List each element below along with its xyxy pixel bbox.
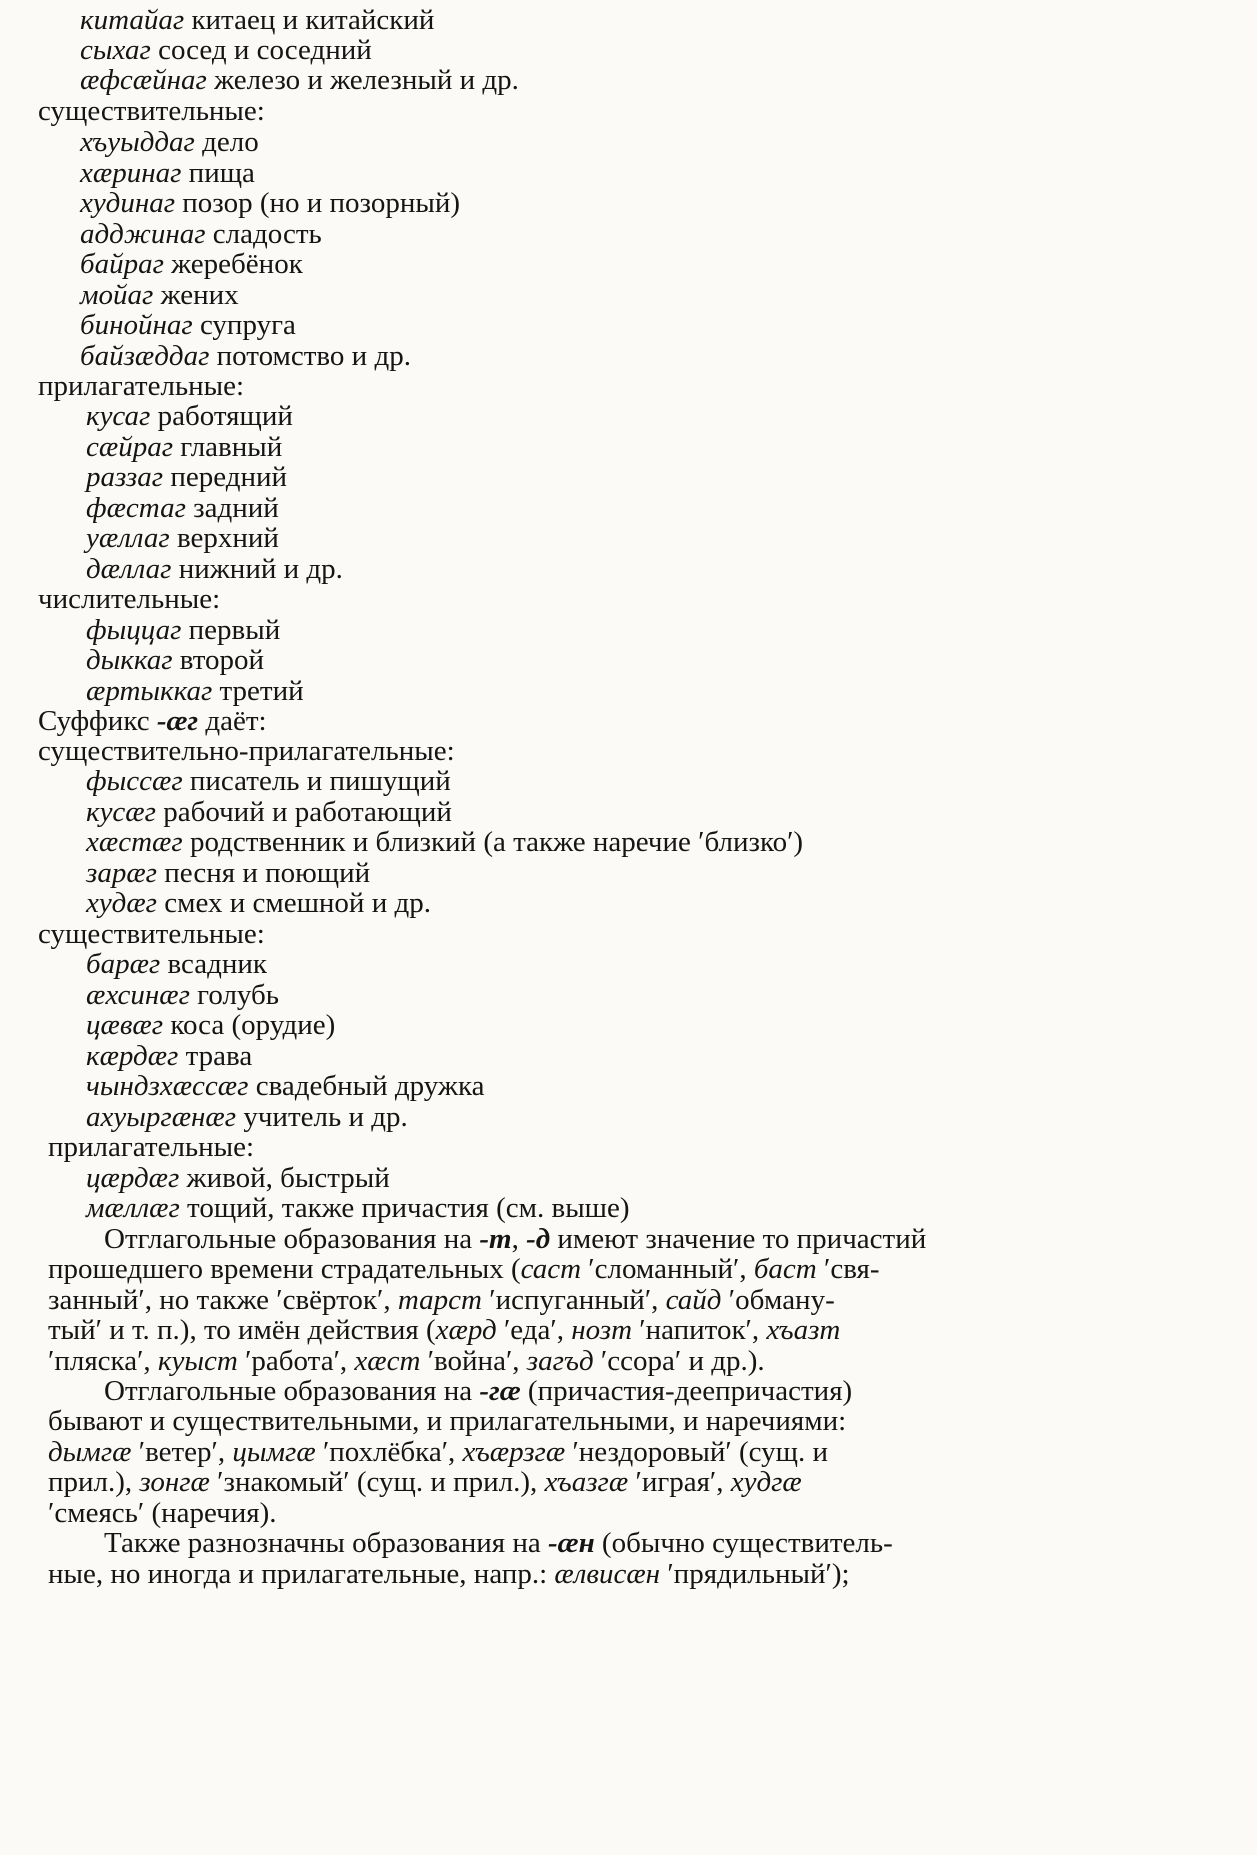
gloss: работящий bbox=[150, 400, 293, 432]
gloss: китаец и китайский bbox=[184, 4, 435, 36]
ossetian-word: сыхаг bbox=[80, 34, 151, 66]
category-heading: числительные: bbox=[38, 583, 221, 615]
ossetian-word: мæллæг bbox=[86, 1192, 180, 1224]
gloss: супруга bbox=[192, 309, 296, 341]
ossetian-word: нозт bbox=[571, 1314, 633, 1346]
text: (причастия-деепричастия) bbox=[520, 1375, 853, 1407]
gloss: верхний bbox=[169, 522, 279, 554]
ossetian-word: фæстаг bbox=[86, 492, 186, 524]
gloss: позор (но и позорный) bbox=[175, 187, 461, 219]
ossetian-word: хæринаг bbox=[80, 157, 182, 189]
text: Отглагольные образования на bbox=[104, 1223, 480, 1255]
text: ′ветер′, bbox=[131, 1436, 233, 1468]
gloss: дело bbox=[194, 126, 259, 158]
ossetian-word: байраг bbox=[80, 248, 164, 280]
text: ′сломанный′, bbox=[581, 1253, 754, 1285]
suffix: -æн bbox=[547, 1527, 595, 1559]
text: ′работа′, bbox=[237, 1345, 355, 1377]
ossetian-word: фыццаг bbox=[86, 614, 182, 646]
ossetian-word: хæрд bbox=[435, 1314, 497, 1346]
gloss: главный bbox=[173, 431, 283, 463]
ossetian-word: мойаг bbox=[80, 279, 154, 311]
text: ′обману- bbox=[721, 1284, 835, 1316]
ossetian-word: уæллаг bbox=[86, 522, 170, 554]
paragraph-line bbox=[48, 1556, 850, 1592]
gloss: писатель и пишущий bbox=[182, 765, 451, 797]
category-heading: прилагательные: bbox=[48, 1131, 255, 1163]
gloss: рабочий и работающий bbox=[155, 796, 452, 828]
gloss: смех и смешной и др. bbox=[157, 887, 431, 919]
ossetian-word: байзæддаг bbox=[80, 340, 210, 372]
gloss: трава bbox=[178, 1040, 253, 1072]
ossetian-word: æртыккаг bbox=[86, 675, 213, 707]
text: занный′, но также ′свёрток′, bbox=[48, 1284, 398, 1316]
gloss: второй bbox=[172, 644, 265, 676]
ossetian-word: китайаг bbox=[80, 4, 185, 36]
ossetian-word: барæг bbox=[86, 948, 161, 980]
suffix: -д bbox=[526, 1223, 551, 1255]
ossetian-word: загъд bbox=[526, 1345, 594, 1377]
ossetian-word: баст bbox=[753, 1253, 817, 1285]
ossetian-word: цымгæ bbox=[232, 1436, 316, 1468]
ossetian-word: æлвисæн bbox=[554, 1558, 661, 1590]
gloss: песня и поющий bbox=[156, 857, 371, 889]
category-heading: прилагательные: bbox=[38, 370, 245, 402]
gloss: жених bbox=[153, 279, 239, 311]
ossetian-word: худæг bbox=[86, 887, 157, 919]
text: ′еда′, bbox=[496, 1314, 572, 1346]
ossetian-word: худинаг bbox=[80, 187, 176, 219]
text: имеют значение то причастий bbox=[550, 1223, 927, 1255]
gloss: пища bbox=[181, 157, 255, 189]
text: прошедшего времени страдательных ( bbox=[48, 1253, 521, 1285]
ossetian-word: сайд bbox=[665, 1284, 722, 1316]
ossetian-word: цæрдæг bbox=[86, 1162, 180, 1194]
text: ′пляска′, bbox=[48, 1345, 158, 1377]
category-heading: существительные: bbox=[38, 918, 265, 950]
text: ные, но иногда и прилагательные, напр.: bbox=[48, 1558, 555, 1590]
gloss: родственник и близкий (а также наречие ′близко′) bbox=[182, 826, 804, 858]
ossetian-word: саст bbox=[520, 1253, 582, 1285]
text: тый′ и т. п.), то имён действия ( bbox=[48, 1314, 436, 1346]
text: , bbox=[511, 1223, 527, 1255]
ossetian-word: дæллаг bbox=[86, 553, 172, 585]
gloss: голубь bbox=[189, 979, 280, 1011]
ossetian-word: адджинаг bbox=[80, 218, 206, 250]
ossetian-word: зонгæ bbox=[139, 1466, 210, 1498]
ossetian-word: дыккаг bbox=[86, 644, 173, 676]
text: ′испуганный′, bbox=[482, 1284, 666, 1316]
ossetian-word: хъазгæ bbox=[544, 1466, 629, 1498]
ossetian-word: хъазт bbox=[766, 1314, 841, 1346]
gloss: железо и железный и др. bbox=[206, 64, 519, 96]
text: ′нездоровый′ (сущ. и bbox=[565, 1436, 828, 1468]
heading-text: даёт: bbox=[198, 705, 267, 737]
gloss: всадник bbox=[160, 948, 268, 980]
gloss: живой, быстрый bbox=[179, 1162, 390, 1194]
ossetian-word: дымгæ bbox=[48, 1436, 132, 1468]
ossetian-word: тарст bbox=[397, 1284, 482, 1316]
text: (обычно существитель- bbox=[594, 1527, 893, 1559]
ossetian-word: худгæ bbox=[730, 1466, 802, 1498]
ossetian-word: зарæг bbox=[86, 857, 157, 889]
heading-text: Суффикс bbox=[38, 705, 157, 737]
gloss: свадебный дружка bbox=[248, 1070, 485, 1102]
suffix: -æг bbox=[156, 705, 199, 737]
ossetian-word: сæйраг bbox=[86, 431, 174, 463]
ossetian-word: кусæг bbox=[86, 796, 156, 828]
text: Также разнозначны образования на bbox=[104, 1527, 548, 1559]
gloss: тощий, также причастия (см. выше) bbox=[179, 1192, 630, 1224]
gloss: нижний и др. bbox=[171, 553, 343, 585]
ossetian-word: чындзхæссæг bbox=[86, 1070, 249, 1102]
ossetian-word: хæстæг bbox=[86, 826, 183, 858]
ossetian-word: бинойнаг bbox=[80, 309, 193, 341]
text: прил.), bbox=[48, 1466, 140, 1498]
ossetian-word: фыссæг bbox=[86, 765, 183, 797]
gloss: задний bbox=[185, 492, 279, 524]
text: ′ссора′ и др.). bbox=[593, 1345, 765, 1377]
text: ′играя′, bbox=[628, 1466, 731, 1498]
ossetian-word: куыст bbox=[157, 1345, 238, 1377]
ossetian-word: кусаг bbox=[86, 400, 151, 432]
text: ′война′, bbox=[420, 1345, 527, 1377]
ossetian-word: хъуыддаг bbox=[80, 126, 195, 158]
ossetian-word: æхсинæг bbox=[86, 979, 190, 1011]
gloss: учитель и др. bbox=[236, 1101, 408, 1133]
ossetian-word: æфсæйнаг bbox=[80, 64, 207, 96]
paragraph-line: ′смеясь′ (наречия). bbox=[48, 1497, 277, 1529]
gloss: жеребёнок bbox=[163, 248, 303, 280]
gloss: передний bbox=[163, 461, 288, 493]
text: Отглагольные образования на bbox=[104, 1375, 480, 1407]
text: ′напиток′, bbox=[632, 1314, 767, 1346]
text: ′свя- bbox=[816, 1253, 880, 1285]
suffix: -т bbox=[479, 1223, 512, 1255]
gloss: коса (орудие) bbox=[163, 1009, 336, 1041]
ossetian-word: кæрдæг bbox=[86, 1040, 179, 1072]
text: ′похлёбка′, bbox=[315, 1436, 463, 1468]
paragraph-line: бывают и существительными, и прилагательными, и наречиями: bbox=[48, 1405, 847, 1437]
category-heading: существительные: bbox=[38, 95, 265, 127]
ossetian-word: раззаг bbox=[86, 461, 164, 493]
gloss: третий bbox=[212, 675, 304, 707]
ossetian-word: ахуыргæнæг bbox=[86, 1101, 237, 1133]
text: ′знакомый′ (сущ. и прил.), bbox=[209, 1466, 545, 1498]
ossetian-word: хæст bbox=[354, 1345, 421, 1377]
ossetian-word: цæвæг bbox=[86, 1009, 164, 1041]
gloss: потомство и др. bbox=[209, 340, 411, 372]
gloss: сладость bbox=[205, 218, 322, 250]
suffix: -гæ bbox=[479, 1375, 521, 1407]
gloss: сосед и соседний bbox=[150, 34, 372, 66]
category-heading: существительно-прилагательные: bbox=[38, 735, 455, 767]
ossetian-word: хъæрзгæ bbox=[462, 1436, 566, 1468]
text: ′прядильный′); bbox=[660, 1558, 850, 1590]
gloss: первый bbox=[181, 614, 281, 646]
